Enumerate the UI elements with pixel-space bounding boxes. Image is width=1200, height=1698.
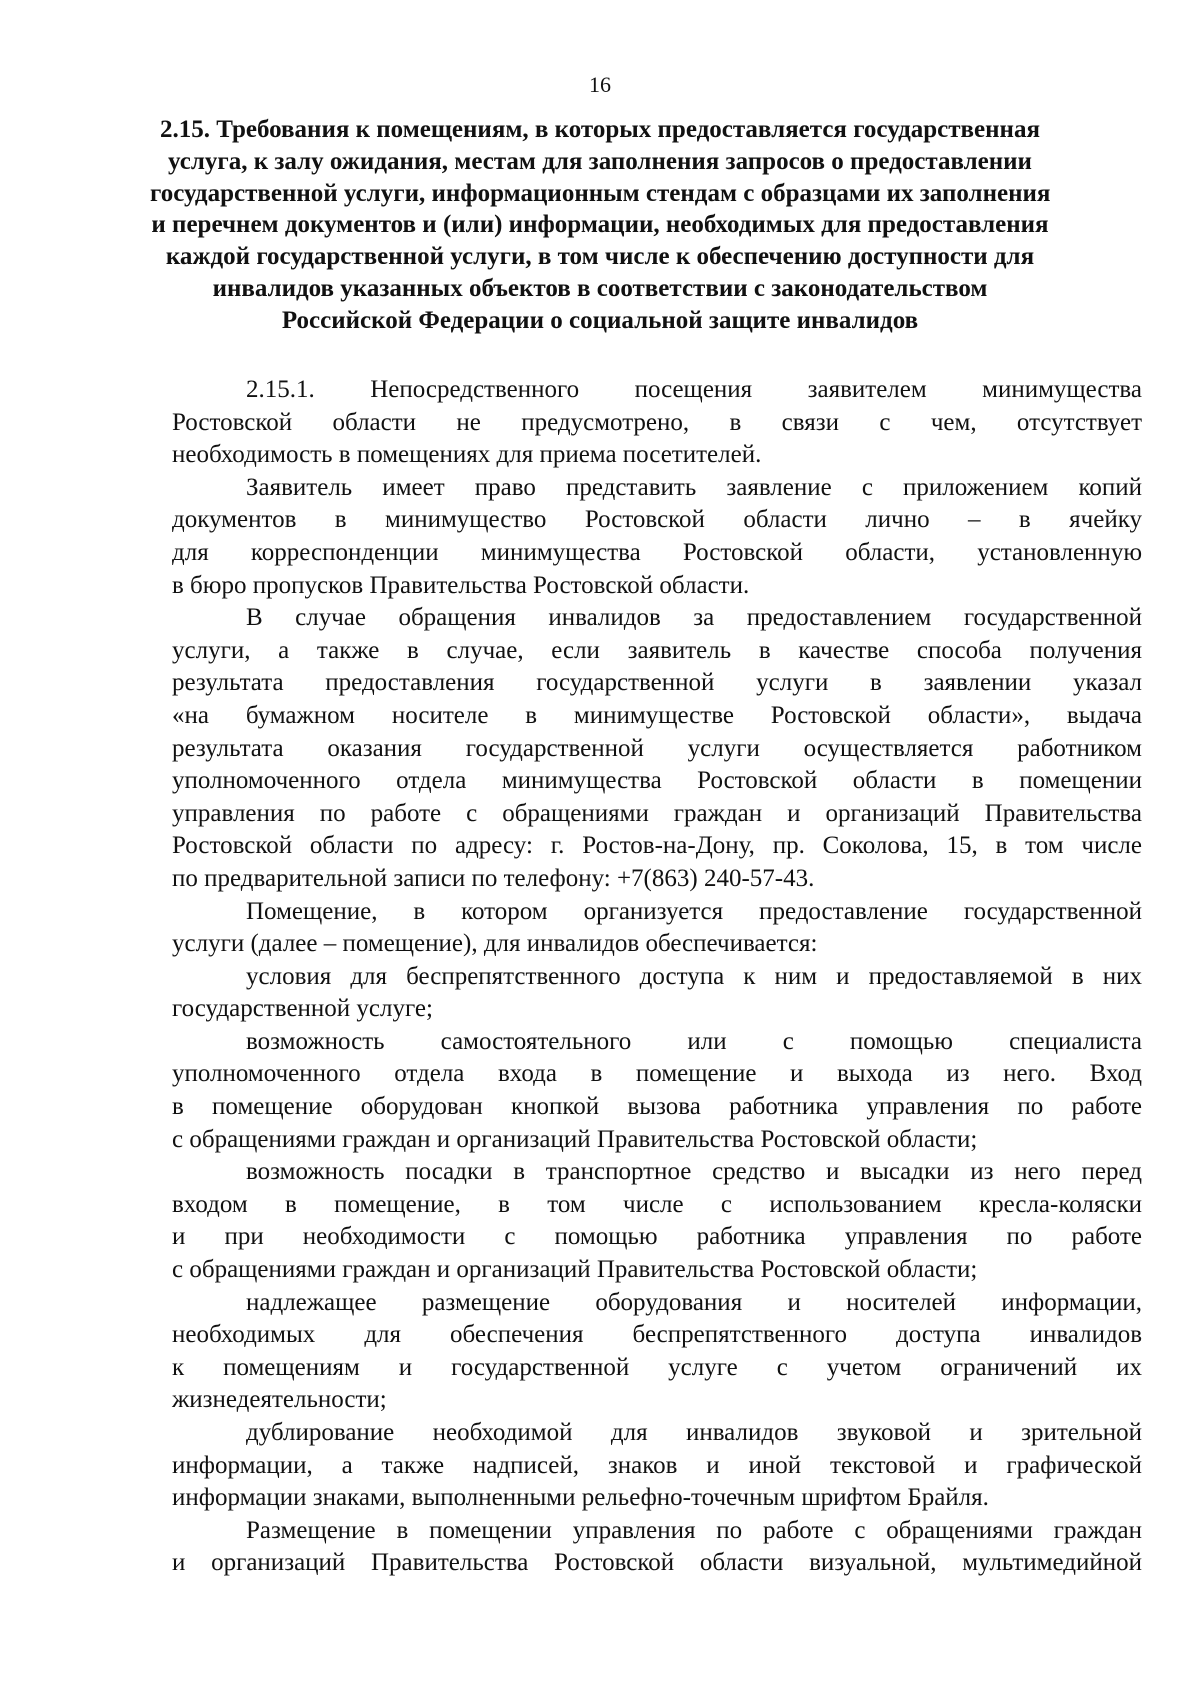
text-line: результата оказания государственной услуги осуществляется работником — [172, 734, 1142, 762]
text-line: «на бумажном носителе в минимуществе Ростовской области», выдача — [172, 701, 1142, 729]
text-line: по предварительной записи по телефону: +7(863) 240-57-43. — [172, 864, 815, 892]
text-line: и при необходимости с помощью работника управления по работе — [172, 1223, 1142, 1251]
text-line: информации, а также надписей, знаков и иной текстовой и графической — [172, 1451, 1142, 1479]
text-line: Ростовской области по адресу: г. Ростов-на-Дону, пр. Соколова, 15, в том числе — [172, 832, 1142, 860]
section-heading — [150, 114, 1050, 337]
text-line: возможность посадки в транспортное средство и высадки из него перед — [246, 1158, 1142, 1186]
text-line: государственной услуге; — [172, 995, 433, 1023]
heading-line: и перечнем документов и (или) информации, необходимых для предоставления — [151, 211, 1049, 239]
paragraph-2-15-1 — [172, 374, 1142, 472]
paragraph-equipment-placement — [172, 1287, 1142, 1417]
text-line: возможность самостоятельного или с помощью специалиста — [246, 1027, 1142, 1055]
text-line: услуги, а также в случае, если заявитель в качестве способа получения — [172, 636, 1142, 664]
text-line: необходимость в помещениях для приема посетителей. — [172, 441, 762, 469]
heading-line: каждой государственной услуги, в том числе к обеспечению доступности для — [165, 243, 1035, 271]
text-line: Размещение в помещении управления по работе с обращениями граждан — [246, 1516, 1142, 1544]
text-line: услуги (далее – помещение), для инвалидов обеспечивается: — [172, 930, 818, 958]
text-line: В случае обращения инвалидов за предоставлением государственной — [246, 604, 1142, 632]
text-line: дублирование необходимой для инвалидов звуковой и зрительной — [246, 1419, 1142, 1446]
text-line: для корреспонденции минимущества Ростовской области, установленную — [172, 538, 1142, 566]
heading-line: государственной услуги, информационным стендам с образцами их заполнения — [150, 179, 1051, 207]
paragraph-access-conditions — [172, 961, 1142, 1026]
document-body — [172, 374, 1142, 1580]
paragraph-premises — [172, 896, 1142, 961]
text-line: жизнедеятельности; — [172, 1386, 387, 1414]
paragraph-placement-continued — [172, 1515, 1142, 1580]
text-line: с обращениями граждан и организаций Правительства Ростовской области; — [172, 1256, 978, 1284]
text-line: к помещениям и государственной услуге с учетом ограничений их — [172, 1353, 1142, 1381]
text-line: Заявитель имеет право представить заявление с приложением копий — [246, 473, 1142, 501]
heading-line: услуга, к залу ожидания, местам для заполнения запросов о предоставлении — [168, 147, 1032, 175]
paragraph-disabled-appeal — [172, 602, 1142, 895]
text-line: надлежащее размещение оборудования и носителей информации, — [246, 1288, 1142, 1316]
text-line: управления по работе с обращениями граждан и организаций Правительства — [172, 799, 1142, 827]
text-line: 2.15.1. Непосредственного посещения заявителем минимущества — [246, 376, 1142, 403]
text-line: уполномоченного отдела входа в помещение и выхода из него. Вход — [172, 1060, 1142, 1088]
text-line: и организаций Правительства Ростовской области визуальной, мультимедийной — [172, 1549, 1142, 1577]
paragraph-applicant-rights — [172, 472, 1142, 602]
page-number: 16 — [589, 72, 611, 97]
text-line: Помещение, в котором организуется предоставление государственной — [246, 897, 1142, 925]
text-line: в бюро пропусков Правительства Ростовской области. — [172, 571, 750, 599]
text-line: уполномоченного отдела минимущества Ростовской области в помещении — [172, 767, 1142, 795]
text-line: с обращениями граждан и организаций Правительства Ростовской области; — [172, 1125, 978, 1153]
text-line: Ростовской области не предусмотрено, в связи с чем, отсутствует — [172, 408, 1142, 436]
text-line: условия для беспрепятственного доступа к ним и предоставляемой в них — [246, 962, 1142, 990]
text-line: входом в помещение, в том числе с использованием кресла-коляски — [172, 1190, 1142, 1218]
text-line: документов в минимущество Ростовской области лично – в ячейку — [172, 506, 1142, 534]
paragraph-vehicle-boarding — [172, 1156, 1142, 1286]
paragraph-information-duplication — [172, 1417, 1142, 1515]
paragraph-entry-exit — [172, 1026, 1142, 1156]
heading-line: 2.15. Требования к помещениям, в которых предоставляется государственная — [160, 116, 1040, 143]
text-line: в помещение оборудован кнопкой вызова работника управления по работе — [172, 1093, 1142, 1121]
text-line: результата предоставления государственной услуги в заявлении указал — [172, 669, 1142, 697]
text-line: информации знаками, выполненными рельефно-точечным шрифтом Брайля. — [172, 1484, 989, 1512]
text-line: необходимых для обеспечения беспрепятственного доступа инвалидов — [172, 1321, 1142, 1349]
heading-line: Российской Федерации о социальной защите инвалидов — [281, 306, 919, 334]
heading-line: инвалидов указанных объектов в соответствии с законодательством — [212, 274, 988, 302]
